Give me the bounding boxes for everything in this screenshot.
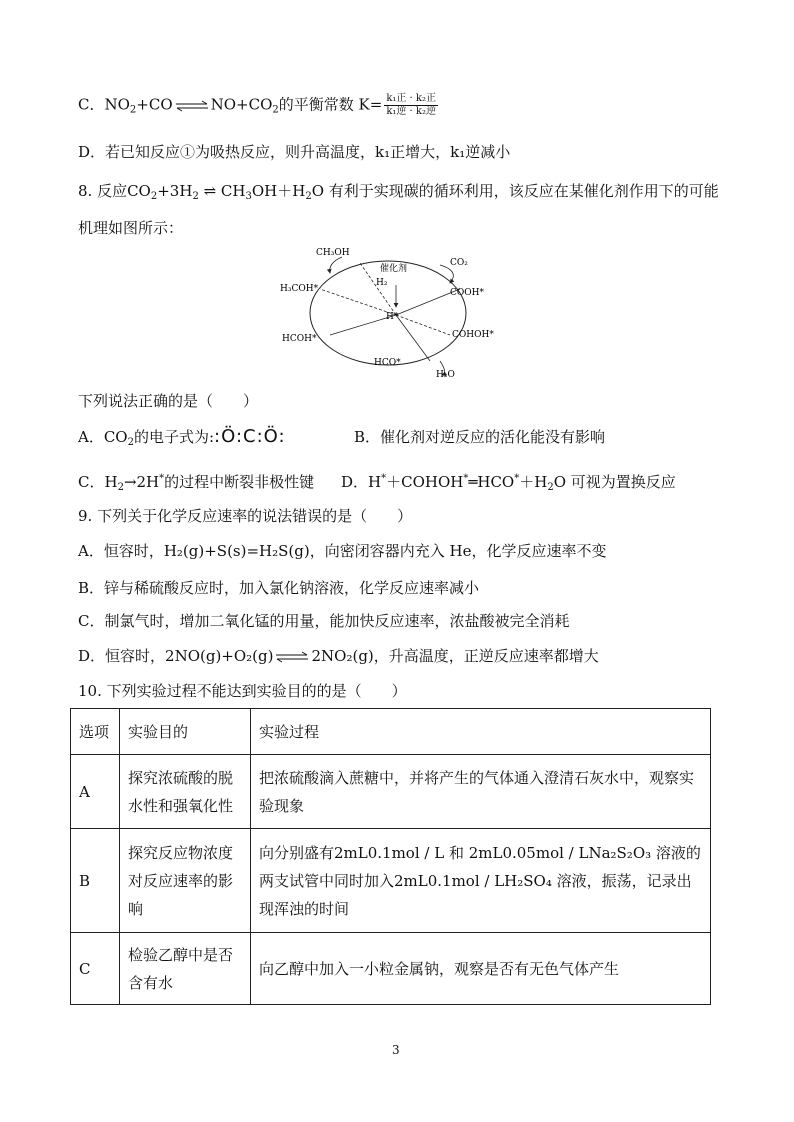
label-h2o: H₂O xyxy=(436,370,455,380)
row-goal: 检验乙醇中是否含有水 xyxy=(120,933,251,1005)
row-process: 向分别盛有2mL0.1mol / L 和 2mL0.05mol / LNa₂S₂O₃ 溶液的两支试管中同时加入2mL0.1mol / LH₂SO₄ 溶液，振荡，记录出现浑浊的时间 xyxy=(251,829,711,933)
equilibrium-constant-fraction: $\frac{\text{k₁正 · k₂正}}{\text{k₁逆 · k₂逆}}$ xyxy=(386,93,436,117)
label-catalyst: 催化剂 xyxy=(380,264,408,274)
q9-option-a: A．恒容时，H₂(g)+S(s)=H₂S(g)，向密闭容器内充入 He，化学反应速率不变 xyxy=(78,542,607,560)
label-h2: H₂ xyxy=(376,278,388,288)
table-header-row xyxy=(71,709,711,755)
q8-prompt: 下列说法正确的是（ ） xyxy=(78,392,259,410)
row-option: C xyxy=(71,933,120,1005)
q8-option-d: D．$H^*+COHOH^*═HCO^*+H_2O$ 可视为置换反应 xyxy=(341,473,676,493)
q8-option-b: B．催化剂对逆反应的活化能没有影响 xyxy=(354,428,606,446)
mechanism-diagram xyxy=(270,243,502,380)
equilibrium-arrow-icon xyxy=(175,100,209,112)
row-option: A xyxy=(71,755,120,829)
q9-option-c: C．制氯气时，增加二氧化锰的用量，能加快反应速率，浓盐酸被完全消耗 xyxy=(78,612,570,630)
q8-option-c: C．$H_2\to 2H^*$的过程中断裂非极性键 xyxy=(78,473,315,493)
table-row xyxy=(71,755,711,829)
label-h3coh: H₃COH* xyxy=(280,284,319,294)
q8-option-a: A．$CO_2$的电子式为::Ö:C:Ö: xyxy=(78,426,286,448)
label-hco: HCO* xyxy=(374,358,401,368)
label-hstar: H* xyxy=(386,312,399,322)
header-process: 实验过程 xyxy=(251,709,711,755)
table-row xyxy=(71,829,711,933)
q9-stem: 9. 下列关于化学反应速率的说法错误的是（ ） xyxy=(78,507,413,525)
q7-option-c: C．$NO_2+CO$ $NO+CO_2$的平衡常数 K= $\frac{\text{k₁正 · k₂正}}{\text{k₁逆 · k₂逆}}$ xyxy=(78,93,436,117)
row-goal: 探究反应物浓度对反应速率的影响 xyxy=(120,829,251,933)
row-goal: 探究浓硫酸的脱水性和强氧化性 xyxy=(120,755,251,829)
header-goal: 实验目的 xyxy=(120,709,251,755)
label-cooh: COOH* xyxy=(450,288,484,298)
q10-stem: 10. 下列实验过程不能达到实验目的的是（ ） xyxy=(78,682,407,700)
label-cohoh: COHOH* xyxy=(452,330,494,340)
page-number: 3 xyxy=(392,1043,400,1057)
q7-option-d: D．若已知反应①为吸热反应，则升高温度，k₁正增大，k₁逆减小 xyxy=(78,143,511,161)
label-hcoh: HCOH* xyxy=(282,334,317,344)
row-process: 把浓硫酸滴入蔗糖中，并将产生的气体通入澄清石灰水中，观察实验现象 xyxy=(251,755,711,829)
header-option: 选项 xyxy=(71,709,120,755)
experiment-table xyxy=(70,708,711,1005)
lewis-structure: :Ö:C:Ö: xyxy=(214,426,286,447)
label-ch3oh: CH₃OH xyxy=(316,248,350,258)
row-option: B xyxy=(71,829,120,933)
q9-option-d: D．恒容时，2NO(g)+O₂(g) 2NO₂(g)，升高温度，正逆反应速率都增大 xyxy=(78,647,599,665)
row-process: 向乙醇中加入一小粒金属钠，观察是否有无色气体产生 xyxy=(251,933,711,1005)
q8-stem: 8. 反应$CO_2+3H_2$ ⇌ $CH_3OH+H_2O$ 有利于实现碳的循环利用，该反应在某催化剂作用下的可能 xyxy=(78,182,719,202)
table-row xyxy=(71,933,711,1005)
label-co2: CO₂ xyxy=(450,258,468,268)
equilibrium-arrow-icon xyxy=(275,651,309,663)
q8-stem-line2: 机理如图所示： xyxy=(78,219,184,237)
q9-option-b: B．锌与稀硫酸反应时，加入氯化钠溶液，化学反应速率减小 xyxy=(78,579,480,597)
